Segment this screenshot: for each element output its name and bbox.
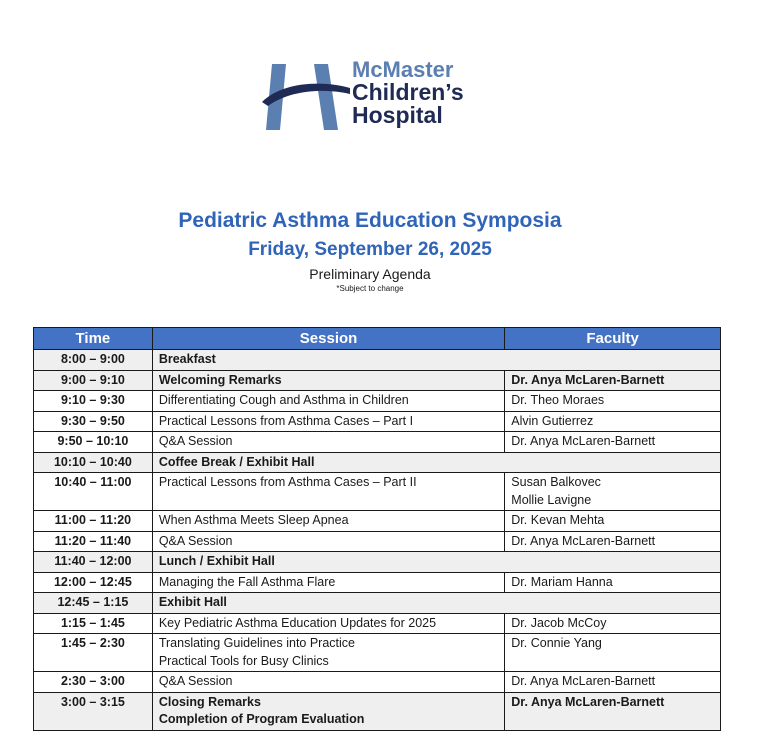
table-row xyxy=(34,350,721,371)
faculty-name: Susan Balkovec xyxy=(511,475,601,489)
faculty-cell: Dr. Anya McLaren-Barnett xyxy=(505,370,721,391)
table-row xyxy=(34,613,721,634)
agenda-table xyxy=(33,327,721,731)
session-cell: Differentiating Cough and Asthma in Children xyxy=(152,391,504,412)
table-row xyxy=(34,572,721,593)
session-cell xyxy=(152,692,504,730)
faculty-cell: Dr. Jacob McCoy xyxy=(505,613,721,634)
column-header-session: Session xyxy=(152,328,504,350)
session-line: Closing Remarks xyxy=(158,694,261,709)
agenda-header-row xyxy=(34,328,721,350)
hospital-h-mark-icon xyxy=(262,58,352,134)
time-cell: 9:00 – 9:10 xyxy=(34,370,153,391)
table-row xyxy=(34,531,721,552)
time-cell: 2:30 – 3:00 xyxy=(34,672,153,693)
column-header-time: Time xyxy=(34,328,153,350)
table-row xyxy=(34,370,721,391)
document-header xyxy=(0,206,740,294)
session-cell: Exhibit Hall xyxy=(152,593,720,614)
agenda-subtitle: Preliminary Agenda xyxy=(309,266,431,282)
faculty-cell: Dr. Anya McLaren-Barnett xyxy=(505,531,721,552)
table-row xyxy=(34,511,721,532)
session-cell: Practical Lessons from Asthma Cases – Part II xyxy=(152,473,504,511)
faculty-cell: Dr. Anya McLaren-Barnett xyxy=(505,672,721,693)
session-cell: Q&A Session xyxy=(152,672,504,693)
logo-wordmark xyxy=(352,58,464,127)
session-cell: Coffee Break / Exhibit Hall xyxy=(152,452,720,473)
session-line: Completion of Program Evaluation xyxy=(158,712,365,726)
session-cell: Managing the Fall Asthma Flare xyxy=(152,572,504,593)
time-cell: 9:10 – 9:30 xyxy=(34,391,153,412)
column-header-faculty: Faculty xyxy=(505,328,721,350)
faculty-cell: Dr. Theo Moraes xyxy=(505,391,721,412)
faculty-cell: Dr. Mariam Hanna xyxy=(505,572,721,593)
session-cell: Breakfast xyxy=(152,350,720,371)
time-cell: 1:15 – 1:45 xyxy=(34,613,153,634)
time-cell: 10:10 – 10:40 xyxy=(34,452,153,473)
symposium-date: Friday, September 26, 2025 xyxy=(248,239,492,260)
table-row xyxy=(34,672,721,693)
subject-to-change-note: *Subject to change xyxy=(336,284,404,293)
session-cell: When Asthma Meets Sleep Apnea xyxy=(152,511,504,532)
session-cell xyxy=(152,634,504,672)
time-cell: 9:50 – 10:10 xyxy=(34,432,153,453)
table-row xyxy=(34,552,721,573)
faculty-cell: Dr. Kevan Mehta xyxy=(505,511,721,532)
session-cell: Lunch / Exhibit Hall xyxy=(152,552,720,573)
session-line: Translating Guidelines into Practice xyxy=(158,636,355,650)
time-cell: 1:45 – 2:30 xyxy=(34,634,153,672)
logo-line-hospital: Hospital xyxy=(352,102,443,128)
session-line: Practical Tools for Busy Clinics xyxy=(158,653,329,668)
session-cell: Practical Lessons from Asthma Cases – Part I xyxy=(152,411,504,432)
faculty-cell: Dr. Anya McLaren-Barnett xyxy=(505,692,721,730)
table-row xyxy=(34,432,721,453)
hospital-logo xyxy=(262,58,502,138)
table-row xyxy=(34,593,721,614)
faculty-cell: Dr. Anya McLaren-Barnett xyxy=(505,432,721,453)
time-cell: 11:20 – 11:40 xyxy=(34,531,153,552)
table-row xyxy=(34,473,721,511)
time-cell: 8:00 – 9:00 xyxy=(34,350,153,371)
session-cell: Q&A Session xyxy=(152,531,504,552)
session-cell: Welcoming Remarks xyxy=(152,370,504,391)
time-cell: 3:00 – 3:15 xyxy=(34,692,153,730)
symposium-title: Pediatric Asthma Education Symposia xyxy=(178,209,562,232)
table-row xyxy=(34,391,721,412)
logo-line-childrens: Children’s xyxy=(352,79,464,105)
time-cell: 11:40 – 12:00 xyxy=(34,552,153,573)
table-row xyxy=(34,634,721,672)
time-cell: 11:00 – 11:20 xyxy=(34,511,153,532)
logo-line-mcmaster: McMaster xyxy=(352,57,454,82)
table-row xyxy=(34,692,721,730)
time-cell: 10:40 – 11:00 xyxy=(34,473,153,511)
table-row xyxy=(34,411,721,432)
faculty-cell: Alvin Gutierrez xyxy=(505,411,721,432)
table-row xyxy=(34,452,721,473)
time-cell: 12:00 – 12:45 xyxy=(34,572,153,593)
faculty-cell xyxy=(505,473,721,511)
faculty-name: Mollie Lavigne xyxy=(511,492,592,507)
session-cell: Q&A Session xyxy=(152,432,504,453)
session-cell: Key Pediatric Asthma Education Updates for 2025 xyxy=(152,613,504,634)
faculty-cell: Dr. Connie Yang xyxy=(505,634,721,672)
time-cell: 12:45 – 1:15 xyxy=(34,593,153,614)
time-cell: 9:30 – 9:50 xyxy=(34,411,153,432)
